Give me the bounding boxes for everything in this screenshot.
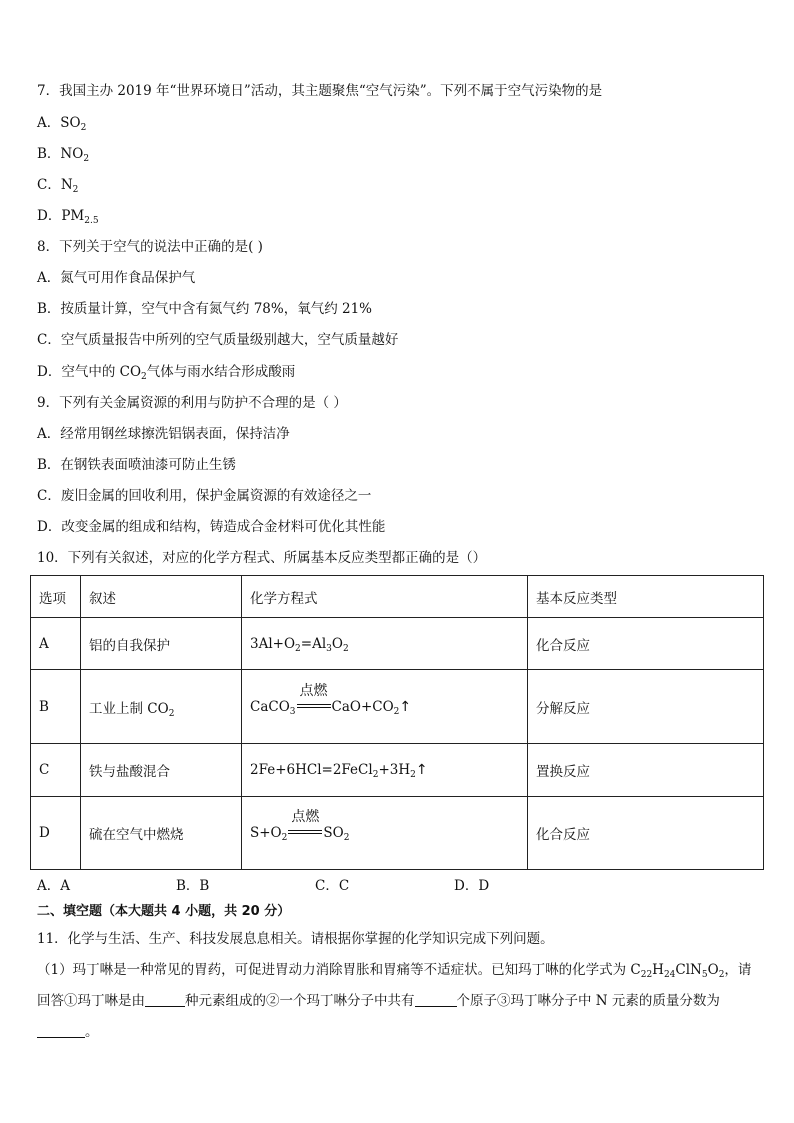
- header-option: 选项: [31, 576, 81, 618]
- row-c-type: 置换反应: [528, 744, 764, 797]
- row-b-description: 工业上制 $CO_2$: [81, 670, 242, 744]
- row-b-option: B: [31, 670, 81, 744]
- answer-blank-2[interactable]: [415, 992, 457, 1007]
- table-row: [31, 670, 764, 744]
- row-b-type: 分解反应: [528, 670, 764, 744]
- table-header-row: [31, 576, 764, 618]
- row-c-option: C: [31, 744, 81, 797]
- q7-option-b: B．$NO_2$: [37, 146, 90, 164]
- table-row: [31, 797, 764, 870]
- q10-option-d: D．D: [454, 878, 490, 894]
- q10-stem: 10．下列有关叙述，对应的化学方程式、所属基本反应类型都正确的是（）: [37, 550, 487, 566]
- q8-option-b: B．按质量计算，空气中含有氮气约 78%，氧气约 21%: [37, 301, 373, 317]
- q7-option-a: A．$SO_2$: [37, 115, 87, 133]
- table-row: [31, 744, 764, 797]
- condition-equals-sign: 点燃: [287, 825, 323, 841]
- q10-option-b: B．B: [176, 878, 210, 894]
- q10-option-c: C．C: [315, 878, 350, 894]
- q9-stem: 9．下列有关金属资源的利用与防护不合理的是（ ）: [37, 395, 347, 411]
- q10-option-a: A．A: [37, 878, 70, 894]
- row-a-option: A: [31, 618, 81, 670]
- row-d-option: D: [31, 797, 81, 870]
- condition-equals-sign: 点燃: [296, 699, 332, 715]
- q9-option-b: B．在钢铁表面喷油漆可防止生锈: [37, 457, 236, 473]
- row-a-equation: $3Al+O_2=Al_3O_2$: [242, 618, 528, 670]
- q11-part1-line3: 。: [37, 1023, 99, 1041]
- row-a-type: 化合反应: [528, 618, 764, 670]
- header-equation: 化学方程式: [242, 576, 528, 618]
- q8-option-c: C．空气质量报告中所列的空气质量级别越大，空气质量越好: [37, 332, 399, 348]
- header-reaction-type: 基本反应类型: [528, 576, 764, 618]
- row-d-equation: $S+O_2$ 点燃 $SO_2$: [242, 797, 528, 870]
- q8-option-d: D．空气中的 $CO_2$气体与雨水结合形成酸雨: [37, 364, 296, 382]
- q11-stem: 11．化学与生活、生产、科技发展息息相关。请根据你掌握的化学知识完成下列问题。: [37, 931, 554, 947]
- q11-part1-line2: 回答①玛丁啉是由 种元素组成的②一个玛丁啉分子中共有 个原子③玛丁啉分子中 N 元素的质量分数为: [37, 993, 720, 1009]
- q7-option-c: C．$N_2$: [37, 177, 79, 195]
- row-b-equation: CaCO$_3$ 点燃 $CaO+CO_2↑$: [242, 670, 528, 744]
- q7-stem: 7．我国主办 2019 年“世界环境日”活动，其主题聚焦“空气污染”。下列不属于空气污染物的是: [37, 83, 603, 99]
- section-title: 二、填空题（本大题共 4 小题，共 20 分）: [37, 904, 291, 919]
- answer-blank-1[interactable]: [145, 992, 185, 1007]
- q9-option-c: C．废旧金属的回收利用，保护金属资源的有效途径之一: [37, 488, 372, 504]
- gas-arrow-icon: ↑: [415, 762, 428, 778]
- q9-option-a: A．经常用钢丝球擦洗铝锅表面，保持洁净: [37, 426, 290, 442]
- row-c-description: 铁与盐酸混合: [81, 744, 242, 797]
- row-a-description: 铝的自我保护: [81, 618, 242, 670]
- answer-blank-3[interactable]: [37, 1023, 85, 1038]
- q9-option-d: D．改变金属的组成和结构，铸造成合金材料可优化其性能: [37, 519, 386, 535]
- q8-option-a: A．氮气可用作食品保护气: [37, 270, 196, 286]
- gas-arrow-icon: ↑: [399, 698, 412, 715]
- q10-options: [37, 877, 593, 895]
- row-d-description: 硫在空气中燃烧: [81, 797, 242, 870]
- header-description: 叙述: [81, 576, 242, 618]
- q7-option-d: D．$PM_{2.5}$: [37, 208, 99, 226]
- q11-part1-line1: （1）玛丁啉是一种常见的胃药，可促进胃动力消除胃胀和胃痛等不适症状。已知玛丁啉的化学式为 $C_{22}H_{24}ClN_5O_2$，请: [37, 962, 752, 980]
- row-d-type: 化合反应: [528, 797, 764, 870]
- q10-table: [30, 575, 764, 870]
- q8-stem: 8．下列关于空气的说法中正确的是( ): [37, 239, 263, 255]
- table-row: [31, 618, 764, 670]
- row-c-equation: $2Fe+6HCl=2FeCl_2+3H_2↑$: [242, 744, 528, 797]
